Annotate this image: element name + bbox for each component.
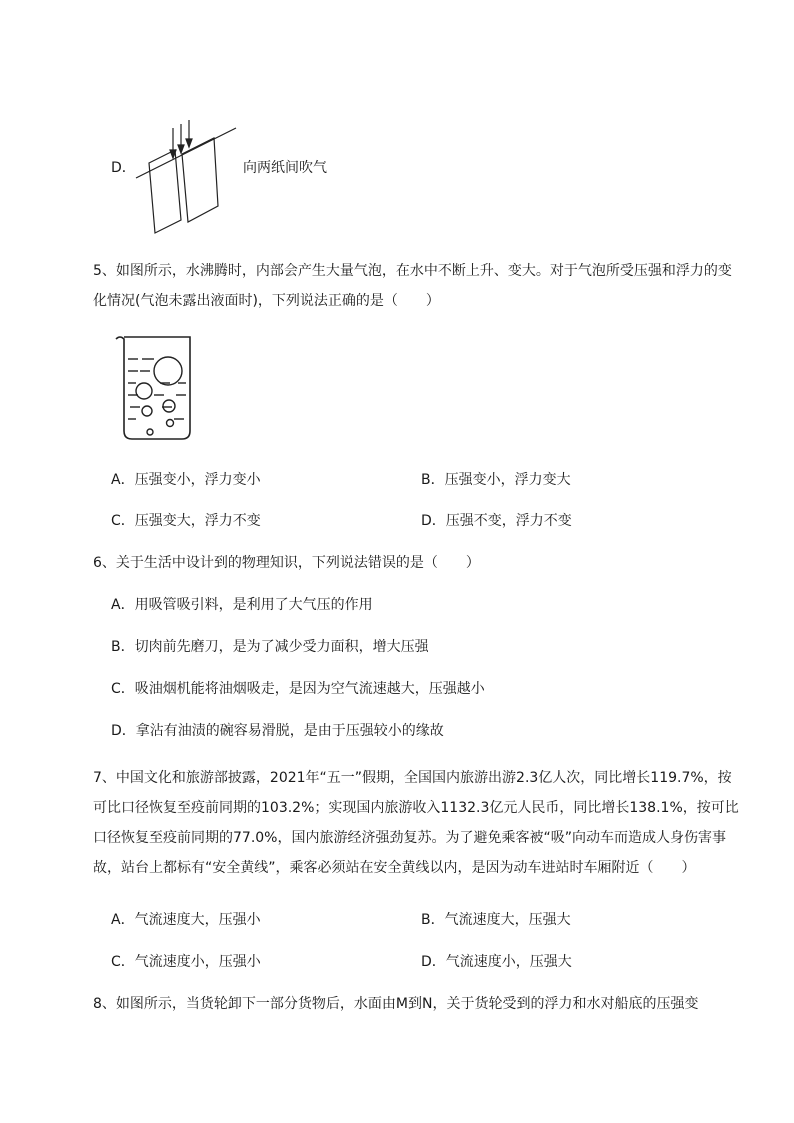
q8-stem: 8、如图所示，当货轮卸下一部分货物后，水面由M到N，关于货轮受到的浮力和水对船底的压强变 [93, 996, 699, 1012]
two-papers-figure [133, 118, 243, 238]
paper-left [149, 150, 181, 233]
q6-stem: 6、关于生活中设计到的物理知识，下列说法错误的是（ ） [93, 555, 480, 571]
q7-stem: 7、中国文化和旅游部披露，2021年“五一”假期，全国国内旅游出游2.3亿人次，同比增长119.7%，按可比口径恢复至疫前同期的103.2%；实现国内旅游收入1132.3亿元人民币，同比增长138.1%，按可比口径恢复至疫前同期的77.0%，国内旅游经济强劲复苏。为了避免乘客被“吸”向动车而造成人身伤害事故，站台上都标有“安全黄线”，乘客必须站在安全黄线以内，是因为动车进站时车厢附近（ ） [93, 770, 739, 876]
q5-option-c: C．压强变大，浮力不变 [111, 513, 261, 529]
paper-right [182, 138, 218, 222]
q6-option-a: A．用吸管吸引料，是利用了大气压的作用 [111, 597, 373, 613]
q5-stem: 5、如图所示，水沸腾时，内部会产生大量气泡，在水中不断上升、变大。对于气泡所受压强和浮力的变化情况(气泡未露出液面时)，下列说法正确的是（ ） [93, 263, 732, 309]
q5-option-a: A．压强变小，浮力变小 [111, 472, 261, 488]
q5-option-d: D．压强不变，浮力不变 [421, 513, 572, 529]
support-rod [136, 128, 236, 178]
q7-option-a: A．气流速度大，压强小 [111, 912, 261, 928]
q4-option-d-caption: 向两纸间吹气 [243, 160, 327, 176]
q7-option-d: D．气流速度小，压强大 [421, 954, 572, 970]
q7-option-c: C．气流速度小，压强小 [111, 954, 261, 970]
q5-option-b: B．压强变小，浮力变大 [421, 472, 571, 488]
bubbles [136, 357, 182, 435]
q7-option-b: B．气流速度大，压强大 [421, 912, 571, 928]
beaker-figure [114, 333, 204, 443]
q6-option-d: D．拿沾有油渍的碗容易滑脱，是由于压强较小的缘故 [111, 723, 444, 739]
q6-option-b: B．切肉前先磨刀，是为了减少受力面积，增大压强 [111, 639, 429, 655]
q4-option-d-letter: D． [111, 160, 136, 176]
q6-option-c: C．吸油烟机能将油烟吸走，是因为空气流速越大，压强越小 [111, 681, 485, 697]
